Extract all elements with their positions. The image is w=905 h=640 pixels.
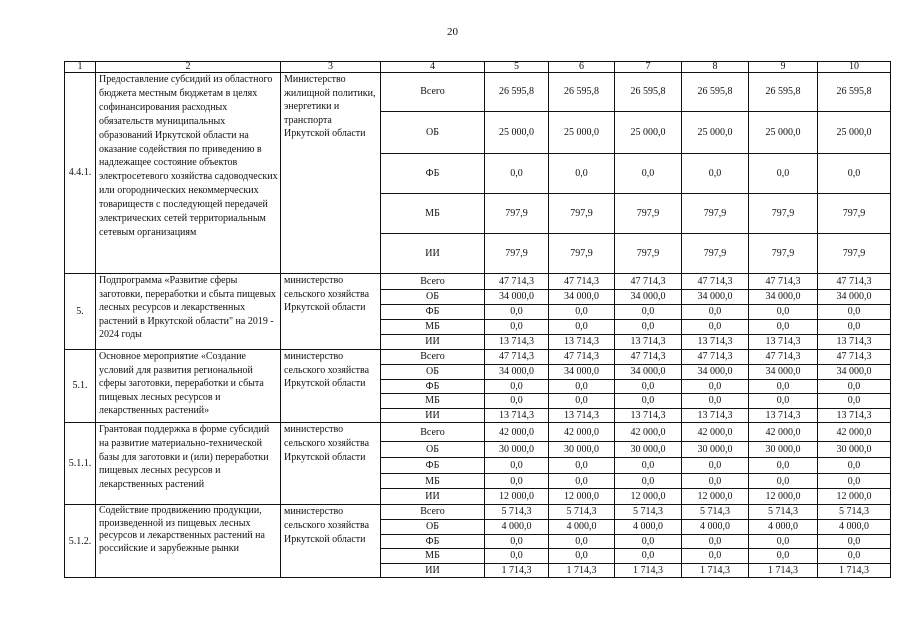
value-cell: 4 000,0 [749,519,818,534]
item-number: 5.1.2. [65,505,96,578]
value-cell: 13 714,3 [615,408,682,423]
value-cell: 0,0 [615,305,682,320]
value-cell: 0,0 [682,154,749,194]
value-cell: 797,9 [549,234,615,274]
value-cell: 0,0 [818,474,891,489]
value-cell: 42 000,0 [682,423,749,442]
value-cell: 0,0 [749,474,818,489]
value-cell: 12 000,0 [485,489,549,505]
value-cell: 26 595,8 [818,73,891,112]
responsible-party: министерство сельского хозяйства Иркутской области [281,274,381,350]
value-cell: 34 000,0 [549,365,615,380]
value-cell: 797,9 [818,234,891,274]
funding-source: Всего [381,505,485,520]
value-cell: 0,0 [749,154,818,194]
responsible-party: министерство сельского хозяйства Иркутской области [281,423,381,505]
value-cell: 13 714,3 [682,335,749,350]
value-cell: 4 000,0 [682,519,749,534]
value-cell: 0,0 [818,379,891,394]
value-cell: 13 714,3 [682,408,749,423]
funding-source: Всего [381,350,485,365]
value-cell: 13 714,3 [818,408,891,423]
value-cell: 797,9 [615,194,682,234]
funding-source: МБ [381,474,485,489]
funding-source: МБ [381,394,485,409]
value-cell: 0,0 [549,534,615,549]
value-cell: 0,0 [485,458,549,474]
value-cell: 0,0 [615,534,682,549]
funding-source: ОБ [381,442,485,458]
value-cell: 0,0 [749,305,818,320]
value-cell: 0,0 [615,379,682,394]
item-name: Предоставление субсидий из областного бюджета местным бюджетам в целях софинансирования расходных обязательств муниципальных образований Иркутской области на оказание содействия по приведению в надлежащее состояние объектов электросетевого хозяйства садоводческих или огороднических некоммерческих товариществ с последующей передачей электрических сетей территориальным сетевым организациям [96,73,281,274]
value-cell: 797,9 [615,234,682,274]
value-cell: 30 000,0 [818,442,891,458]
value-cell: 0,0 [682,320,749,335]
value-cell: 0,0 [615,458,682,474]
responsible-party: Министерство жилищной политики, энергетики и транспорта Иркутской области [281,73,381,274]
value-cell: 0,0 [615,154,682,194]
value-cell: 30 000,0 [682,442,749,458]
value-cell: 34 000,0 [485,290,549,305]
funding-source: ИИ [381,408,485,423]
value-cell: 797,9 [682,194,749,234]
value-cell: 13 714,3 [615,335,682,350]
funding-source: ИИ [381,335,485,350]
value-cell: 0,0 [749,549,818,564]
value-cell: 26 595,8 [485,73,549,112]
value-cell: 4 000,0 [818,519,891,534]
value-cell: 47 714,3 [682,274,749,290]
value-cell: 797,9 [749,194,818,234]
value-cell: 25 000,0 [549,112,615,154]
column-header: 7 [615,62,682,73]
value-cell: 0,0 [682,534,749,549]
table-body [65,62,891,578]
column-header: 6 [549,62,615,73]
value-cell: 797,9 [749,234,818,274]
funding-source: ФБ [381,534,485,549]
value-cell: 797,9 [485,194,549,234]
value-cell: 0,0 [818,534,891,549]
value-cell: 0,0 [682,474,749,489]
item-number: 5.1.1. [65,423,96,505]
table-row [65,73,891,112]
value-cell: 1 714,3 [682,563,749,578]
table-row [65,350,891,365]
value-cell: 0,0 [485,320,549,335]
value-cell: 0,0 [485,534,549,549]
value-cell: 34 000,0 [818,290,891,305]
value-cell: 47 714,3 [615,274,682,290]
value-cell: 13 714,3 [485,335,549,350]
value-cell: 34 000,0 [749,290,818,305]
value-cell: 30 000,0 [549,442,615,458]
value-cell: 47 714,3 [485,274,549,290]
value-cell: 30 000,0 [615,442,682,458]
value-cell: 13 714,3 [549,408,615,423]
funding-source: ОБ [381,112,485,154]
value-cell: 4 000,0 [615,519,682,534]
column-header: 1 [65,62,96,73]
value-cell: 0,0 [749,458,818,474]
value-cell: 5 714,3 [485,505,549,520]
value-cell: 12 000,0 [818,489,891,505]
funding-source: ОБ [381,365,485,380]
value-cell: 0,0 [485,154,549,194]
table-row [65,505,891,520]
value-cell: 34 000,0 [549,290,615,305]
value-cell: 0,0 [749,394,818,409]
column-header: 4 [381,62,485,73]
funding-source: ФБ [381,305,485,320]
value-cell: 0,0 [818,394,891,409]
column-header: 3 [281,62,381,73]
value-cell: 34 000,0 [682,365,749,380]
value-cell: 0,0 [818,154,891,194]
column-header: 5 [485,62,549,73]
column-header: 8 [682,62,749,73]
value-cell: 34 000,0 [818,365,891,380]
page-number: 20 [447,26,458,38]
column-header: 2 [96,62,281,73]
funding-source: МБ [381,194,485,234]
value-cell: 0,0 [682,549,749,564]
value-cell: 42 000,0 [549,423,615,442]
value-cell: 0,0 [549,549,615,564]
value-cell: 797,9 [682,234,749,274]
item-name: Содействие продвижению продукции, произведенной из пищевых лесных ресурсов и лекарственных растений на российские и зарубежные рынки [96,505,281,578]
value-cell: 47 714,3 [615,350,682,365]
value-cell: 0,0 [682,394,749,409]
value-cell: 34 000,0 [485,365,549,380]
responsible-party: министерство сельского хозяйства Иркутской области [281,350,381,423]
value-cell: 0,0 [549,474,615,489]
value-cell: 47 714,3 [549,350,615,365]
value-cell: 797,9 [549,194,615,234]
value-cell: 25 000,0 [485,112,549,154]
value-cell: 1 714,3 [549,563,615,578]
table-row [65,423,891,442]
value-cell: 47 714,3 [818,350,891,365]
value-cell: 26 595,8 [749,73,818,112]
value-cell: 1 714,3 [818,563,891,578]
value-cell: 13 714,3 [749,408,818,423]
value-cell: 42 000,0 [818,423,891,442]
value-cell: 0,0 [818,549,891,564]
funding-source: МБ [381,549,485,564]
value-cell: 0,0 [485,305,549,320]
table-row [65,274,891,290]
value-cell: 5 714,3 [682,505,749,520]
value-cell: 13 714,3 [549,335,615,350]
value-cell: 25 000,0 [682,112,749,154]
value-cell: 12 000,0 [749,489,818,505]
value-cell: 0,0 [549,458,615,474]
funding-source: ИИ [381,489,485,505]
value-cell: 47 714,3 [818,274,891,290]
value-cell: 0,0 [818,305,891,320]
value-cell: 26 595,8 [549,73,615,112]
value-cell: 0,0 [615,320,682,335]
funding-source: ФБ [381,458,485,474]
value-cell: 0,0 [749,534,818,549]
value-cell: 26 595,8 [615,73,682,112]
value-cell: 0,0 [549,305,615,320]
value-cell: 0,0 [682,305,749,320]
value-cell: 0,0 [485,549,549,564]
value-cell: 5 714,3 [549,505,615,520]
budget-table [64,61,891,578]
value-cell: 42 000,0 [615,423,682,442]
value-cell: 0,0 [485,394,549,409]
value-cell: 47 714,3 [485,350,549,365]
value-cell: 0,0 [615,474,682,489]
value-cell: 47 714,3 [749,274,818,290]
value-cell: 25 000,0 [818,112,891,154]
value-cell: 1 714,3 [615,563,682,578]
funding-source: ИИ [381,234,485,274]
item-name: Основное мероприятие «Создание условий для развития региональной сферы заготовки, переработки и сбыта пищевых лесных ресурсов и лекарственных растений» [96,350,281,423]
funding-source: ФБ [381,379,485,394]
value-cell: 13 714,3 [818,335,891,350]
value-cell: 1 714,3 [485,563,549,578]
value-cell: 4 000,0 [485,519,549,534]
item-name: Грантовая поддержка в форме субсидий на развитие материально-технической базы для заготовки и (или) переработки пищевых лесных ресурсов и лекарственных растений [96,423,281,505]
value-cell: 42 000,0 [749,423,818,442]
value-cell: 34 000,0 [615,365,682,380]
value-cell: 797,9 [485,234,549,274]
funding-source: Всего [381,423,485,442]
value-cell: 25 000,0 [615,112,682,154]
value-cell: 42 000,0 [485,423,549,442]
value-cell: 0,0 [615,394,682,409]
value-cell: 0,0 [485,379,549,394]
value-cell: 30 000,0 [749,442,818,458]
value-cell: 34 000,0 [615,290,682,305]
value-cell: 1 714,3 [749,563,818,578]
value-cell: 5 714,3 [818,505,891,520]
value-cell: 34 000,0 [682,290,749,305]
value-cell: 0,0 [682,458,749,474]
item-number: 4.4.1. [65,73,96,274]
value-cell: 0,0 [549,154,615,194]
item-number: 5.1. [65,350,96,423]
value-cell: 5 714,3 [615,505,682,520]
value-cell: 12 000,0 [615,489,682,505]
item-name: Подпрограмма «Развитие сферы заготовки, переработки и сбыта пищевых лесных ресурсов и лекарственных растений в Иркутской области" на 2019 - 2024 годы [96,274,281,350]
funding-source: Всего [381,274,485,290]
funding-source: ОБ [381,290,485,305]
value-cell: 47 714,3 [682,350,749,365]
value-cell: 13 714,3 [749,335,818,350]
value-cell: 0,0 [549,379,615,394]
column-header: 9 [749,62,818,73]
value-cell: 0,0 [818,320,891,335]
funding-source: МБ [381,320,485,335]
value-cell: 797,9 [818,194,891,234]
funding-source: ОБ [381,519,485,534]
value-cell: 13 714,3 [485,408,549,423]
value-cell: 0,0 [615,549,682,564]
item-number: 5. [65,274,96,350]
value-cell: 0,0 [749,320,818,335]
value-cell: 0,0 [485,474,549,489]
value-cell: 0,0 [818,458,891,474]
value-cell: 47 714,3 [549,274,615,290]
value-cell: 12 000,0 [682,489,749,505]
responsible-party: министерство сельского хозяйства Иркутской области [281,505,381,578]
value-cell: 0,0 [549,320,615,335]
value-cell: 25 000,0 [749,112,818,154]
funding-source: ИИ [381,563,485,578]
value-cell: 34 000,0 [749,365,818,380]
funding-source: Всего [381,73,485,112]
value-cell: 5 714,3 [749,505,818,520]
funding-source: ФБ [381,154,485,194]
value-cell: 0,0 [549,394,615,409]
value-cell: 30 000,0 [485,442,549,458]
header-row [65,62,891,73]
value-cell: 0,0 [749,379,818,394]
value-cell: 4 000,0 [549,519,615,534]
value-cell: 12 000,0 [549,489,615,505]
value-cell: 0,0 [682,379,749,394]
value-cell: 47 714,3 [749,350,818,365]
column-header: 10 [818,62,891,73]
value-cell: 26 595,8 [682,73,749,112]
